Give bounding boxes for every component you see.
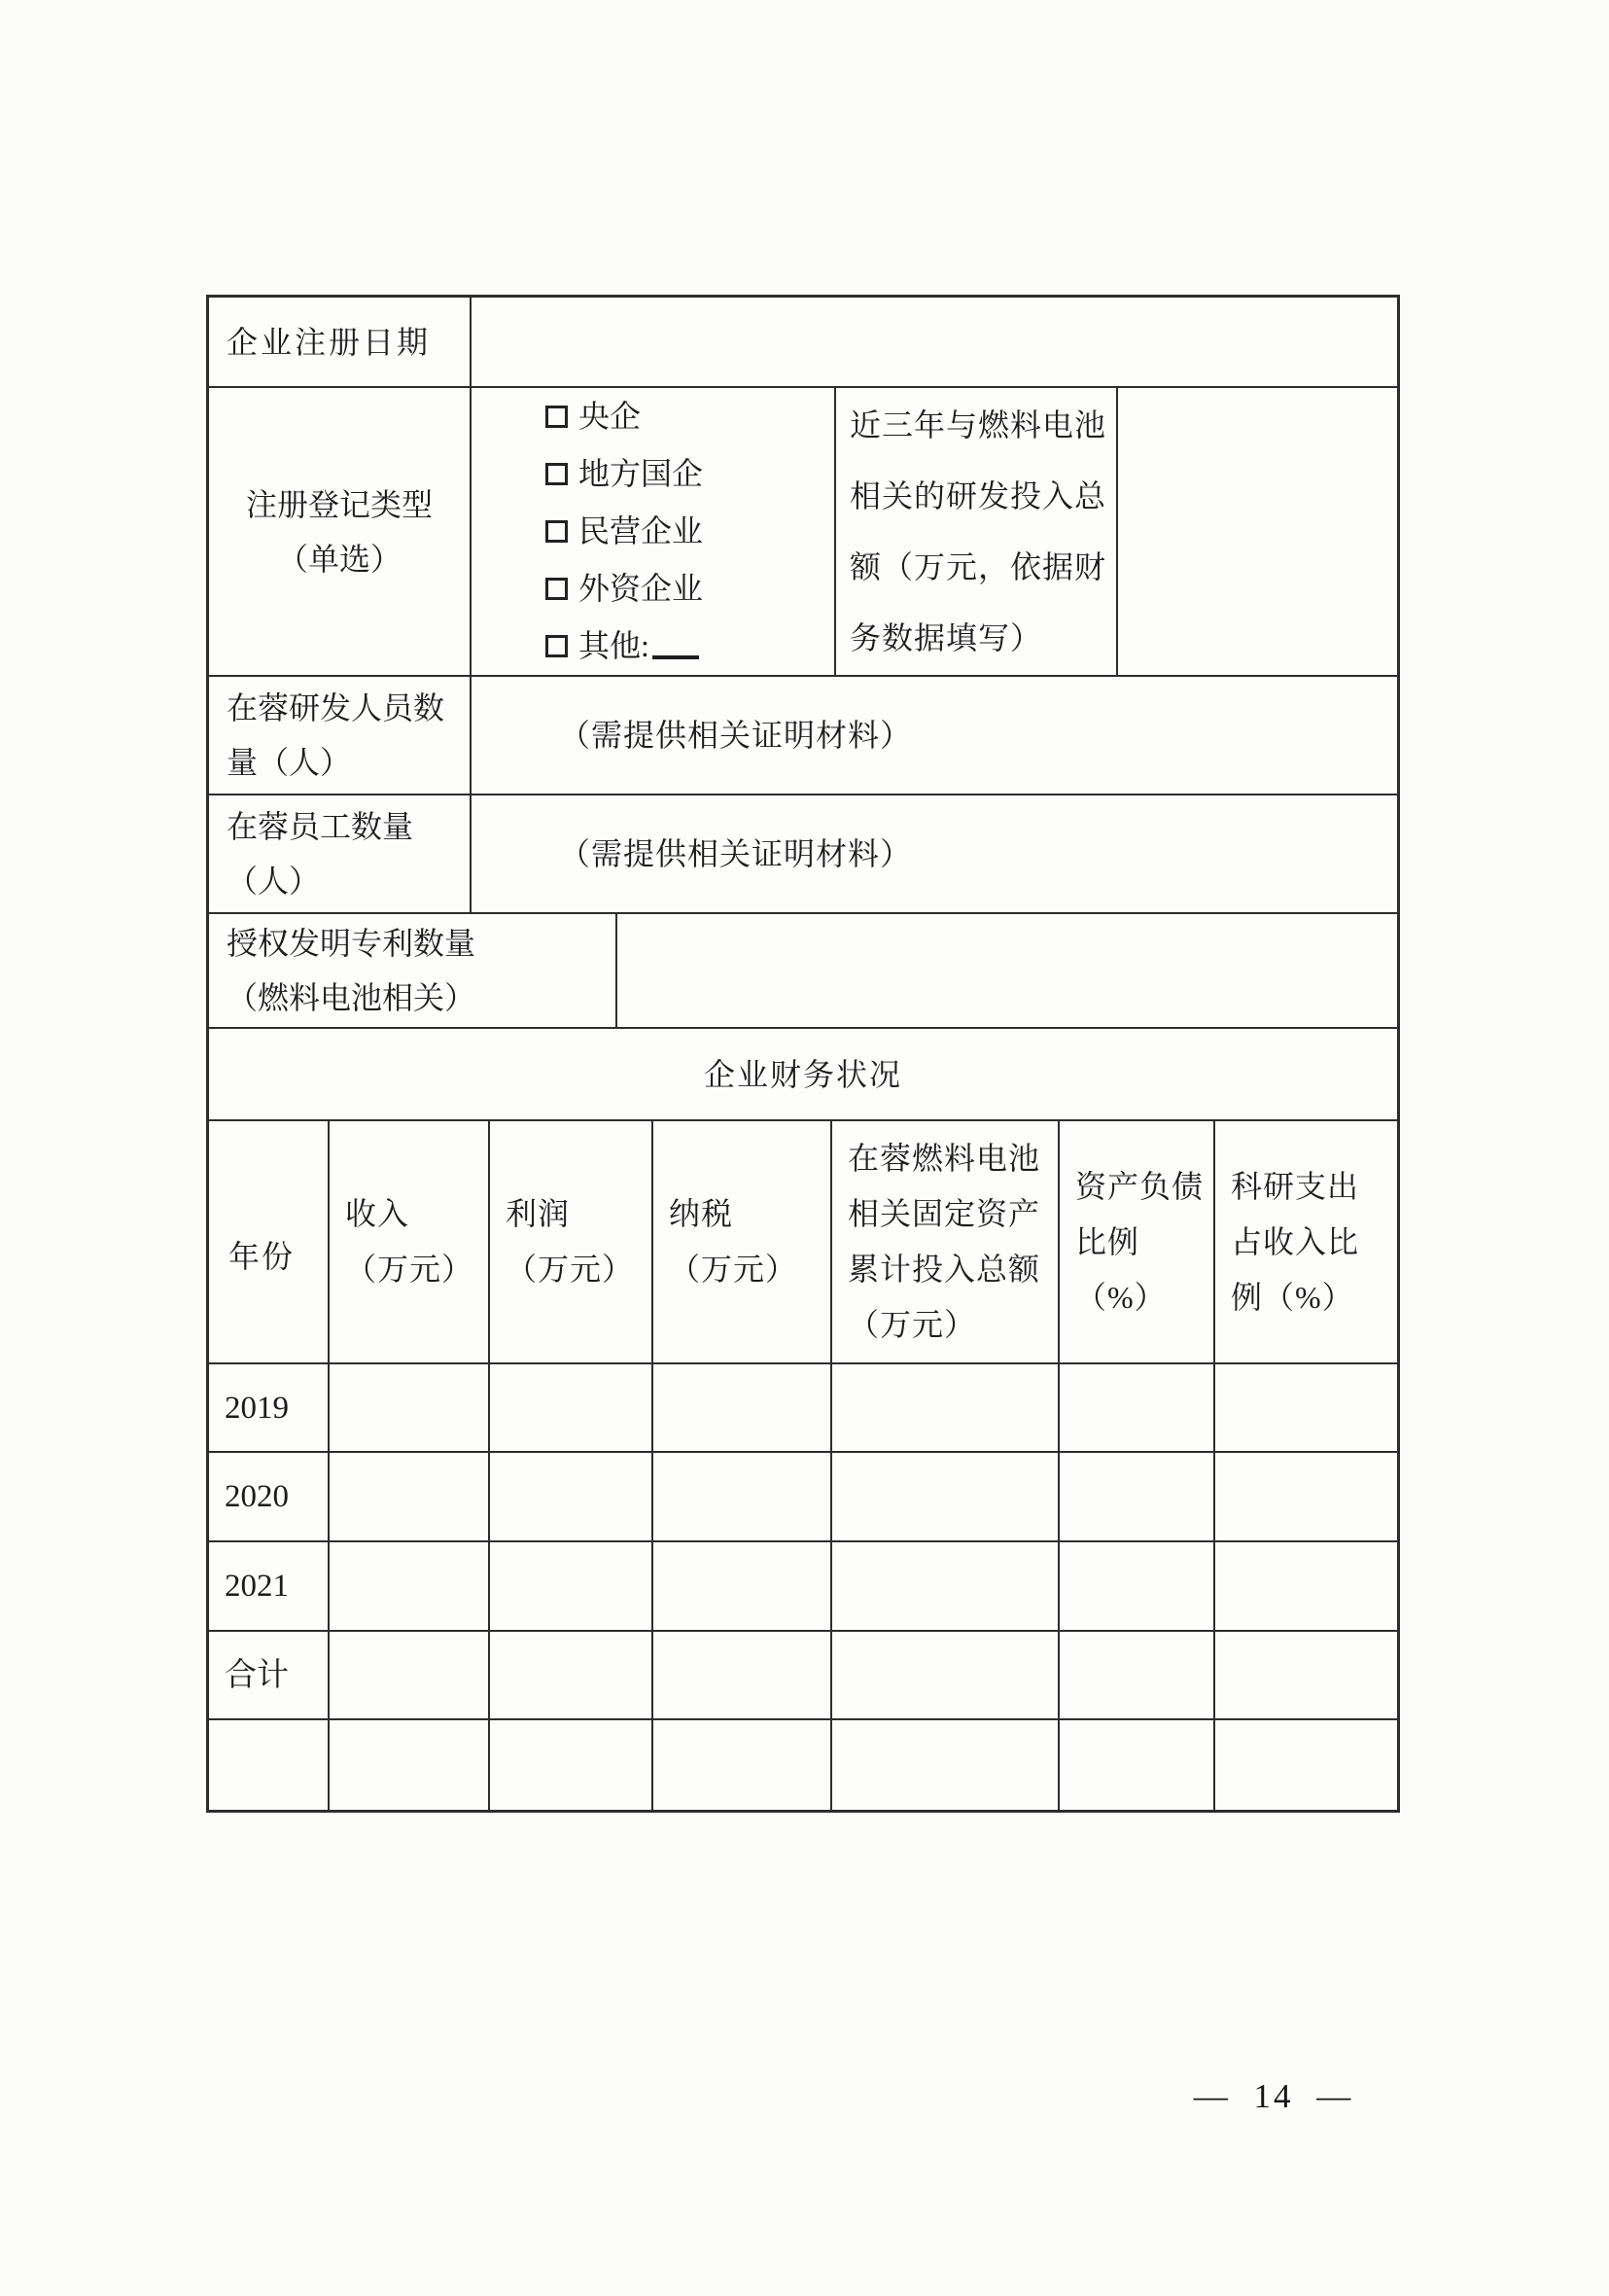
checkbox-icon[interactable]: [545, 463, 568, 485]
research-ratio-value-cell[interactable]: [1215, 1453, 1397, 1540]
debt-ratio-value-cell[interactable]: [1060, 1364, 1215, 1451]
tax-value-cell[interactable]: [653, 1453, 832, 1540]
rd-investment-value-cell[interactable]: [1118, 388, 1397, 675]
finance-col-profit: [490, 1121, 653, 1362]
research-ratio-value-cell[interactable]: [1215, 1720, 1397, 1810]
checkbox-icon[interactable]: [545, 520, 568, 543]
rd-investment-note-line: 务数据填写）: [850, 619, 1043, 655]
finance-col-fixed-assets: [832, 1121, 1060, 1362]
research-ratio-value-cell[interactable]: [1215, 1364, 1397, 1451]
tax-value-cell[interactable]: [653, 1364, 832, 1451]
tax-value-cell[interactable]: [653, 1542, 832, 1630]
patents-label-cell: [209, 914, 617, 1027]
finance-col-tax: [653, 1121, 832, 1362]
year-value-cell[interactable]: [209, 1720, 330, 1810]
finance-col-profit-line: 利润: [506, 1196, 571, 1231]
finance-col-profit-line: （万元）: [506, 1252, 635, 1287]
checkbox-icon[interactable]: [545, 578, 568, 600]
profit-value-cell[interactable]: [490, 1364, 653, 1451]
finance-col-income-line: 收入: [345, 1196, 410, 1231]
fixed-assets-value-cell[interactable]: [832, 1542, 1060, 1630]
profit-value-cell[interactable]: [490, 1453, 653, 1540]
finance-row-2019: [209, 1364, 1397, 1453]
finance-col-fixed-assets-line: 累计投入总额: [848, 1252, 1041, 1287]
total-label: 合计: [209, 1632, 330, 1718]
option-label: 地方国企: [578, 456, 704, 491]
fixed-assets-value-cell[interactable]: [832, 1364, 1060, 1451]
rd-investment-note-cell: [836, 388, 1118, 675]
checkbox-icon[interactable]: [545, 635, 568, 657]
row-registration-date: [209, 298, 1397, 388]
profit-value-cell[interactable]: [490, 1542, 653, 1630]
company-info-form-table: [206, 295, 1400, 1813]
registration-type-options-cell: [472, 388, 836, 675]
row-finance-section-title: [209, 1029, 1397, 1121]
option-local-state-owned[interactable]: [472, 445, 834, 503]
profit-value-cell[interactable]: [490, 1720, 653, 1810]
rd-investment-note-line: 近三年与燃料电池: [850, 406, 1107, 442]
income-value-cell[interactable]: [330, 1542, 490, 1630]
employees-value-cell[interactable]: [472, 795, 1397, 912]
year-label: 2019: [209, 1364, 330, 1451]
registration-type-label-cell: [209, 388, 472, 675]
employees-label-line: （人）: [227, 864, 321, 899]
rd-investment-note-line: 相关的研发投入总: [850, 477, 1107, 513]
registration-date-label: 企业注册日期: [209, 298, 472, 386]
rd-staff-label-line: 量（人）: [227, 745, 352, 780]
option-central-enterprise[interactable]: [472, 388, 834, 445]
fixed-assets-value-cell[interactable]: [832, 1453, 1060, 1540]
income-value-cell[interactable]: [330, 1720, 490, 1810]
fixed-assets-value-cell[interactable]: [832, 1720, 1060, 1810]
finance-col-fixed-assets-line: 在蓉燃料电池: [848, 1141, 1041, 1176]
rd-investment-note-line: 额（万元，依据财: [850, 548, 1107, 584]
finance-col-debt-ratio: [1060, 1121, 1215, 1362]
finance-col-research-ratio: [1215, 1121, 1397, 1362]
row-rd-staff: [209, 677, 1397, 795]
debt-ratio-value-cell[interactable]: [1060, 1453, 1215, 1540]
finance-row-2021: [209, 1542, 1397, 1632]
finance-row-total: [209, 1632, 1397, 1720]
option-other[interactable]: [472, 618, 834, 675]
other-fill-in-blank[interactable]: [652, 634, 699, 659]
finance-row-2020: [209, 1453, 1397, 1542]
finance-col-income-line: （万元）: [345, 1252, 474, 1287]
finance-col-debt-ratio-line: 比例（%）: [1075, 1223, 1167, 1315]
rd-staff-value-cell[interactable]: [472, 677, 1397, 794]
page-number: — 14 —: [1193, 2077, 1354, 2115]
income-value-cell[interactable]: [330, 1453, 490, 1540]
finance-col-fixed-assets-line: 相关固定资产: [848, 1196, 1041, 1231]
finance-row-empty: [209, 1720, 1397, 1810]
registration-date-value-cell[interactable]: [472, 298, 1397, 386]
research-ratio-value-cell[interactable]: [1215, 1632, 1397, 1718]
finance-col-research-ratio-line: 例（%）: [1231, 1279, 1354, 1315]
debt-ratio-value-cell[interactable]: [1060, 1542, 1215, 1630]
option-private-enterprise[interactable]: [472, 503, 834, 560]
patents-label-line: （燃料电池相关）: [227, 980, 476, 1015]
tax-value-cell[interactable]: [653, 1720, 832, 1810]
finance-col-debt-ratio-line: 资产负债: [1075, 1168, 1205, 1204]
patents-label-line: 授权发明专利数量: [227, 926, 476, 961]
rd-staff-label-line: 在蓉研发人员数: [227, 690, 445, 725]
row-registration-type: [209, 388, 1397, 677]
option-label: 民营企业: [578, 513, 704, 548]
registration-type-sublabel: （单选）: [276, 541, 402, 577]
finance-col-year-label: 年份: [228, 1238, 296, 1274]
finance-col-research-ratio-line: 占收入比: [1231, 1223, 1360, 1259]
checkbox-icon[interactable]: [545, 406, 568, 428]
option-label: 央企: [578, 399, 642, 434]
finance-col-fixed-assets-line: （万元）: [848, 1307, 977, 1342]
patents-value-cell[interactable]: [617, 914, 1397, 1027]
tax-value-cell[interactable]: [653, 1632, 832, 1718]
finance-col-tax-line: 纳税: [669, 1196, 734, 1231]
employees-label-cell: [209, 795, 472, 912]
finance-col-research-ratio-line: 科研支出: [1231, 1168, 1360, 1204]
option-label: 其他:: [578, 628, 649, 663]
debt-ratio-value-cell[interactable]: [1060, 1720, 1215, 1810]
fixed-assets-value-cell[interactable]: [832, 1632, 1060, 1718]
registration-type-label: 注册登记类型: [245, 486, 433, 522]
income-value-cell[interactable]: [330, 1364, 490, 1451]
option-label: 外资企业: [578, 571, 704, 606]
row-patents: [209, 914, 1397, 1029]
finance-col-income: [330, 1121, 490, 1362]
income-value-cell[interactable]: [330, 1632, 490, 1718]
year-label: 2021: [209, 1542, 330, 1630]
finance-col-year: [209, 1121, 330, 1362]
employees-proof-note: （需提供相关证明材料）: [559, 836, 913, 871]
finance-col-tax-line: （万元）: [669, 1252, 798, 1287]
finance-section-title: 企业财务状况: [703, 1056, 902, 1092]
rd-staff-label-cell: [209, 677, 472, 794]
year-label: 2020: [209, 1453, 330, 1540]
row-employees: [209, 795, 1397, 914]
option-foreign-enterprise[interactable]: [472, 560, 834, 618]
profit-value-cell[interactable]: [490, 1632, 653, 1718]
rd-staff-proof-note: （需提供相关证明材料）: [559, 718, 913, 753]
row-finance-header: [209, 1121, 1397, 1364]
debt-ratio-value-cell[interactable]: [1060, 1632, 1215, 1718]
research-ratio-value-cell[interactable]: [1215, 1542, 1397, 1630]
employees-label-line: 在蓉员工数量: [227, 809, 414, 844]
